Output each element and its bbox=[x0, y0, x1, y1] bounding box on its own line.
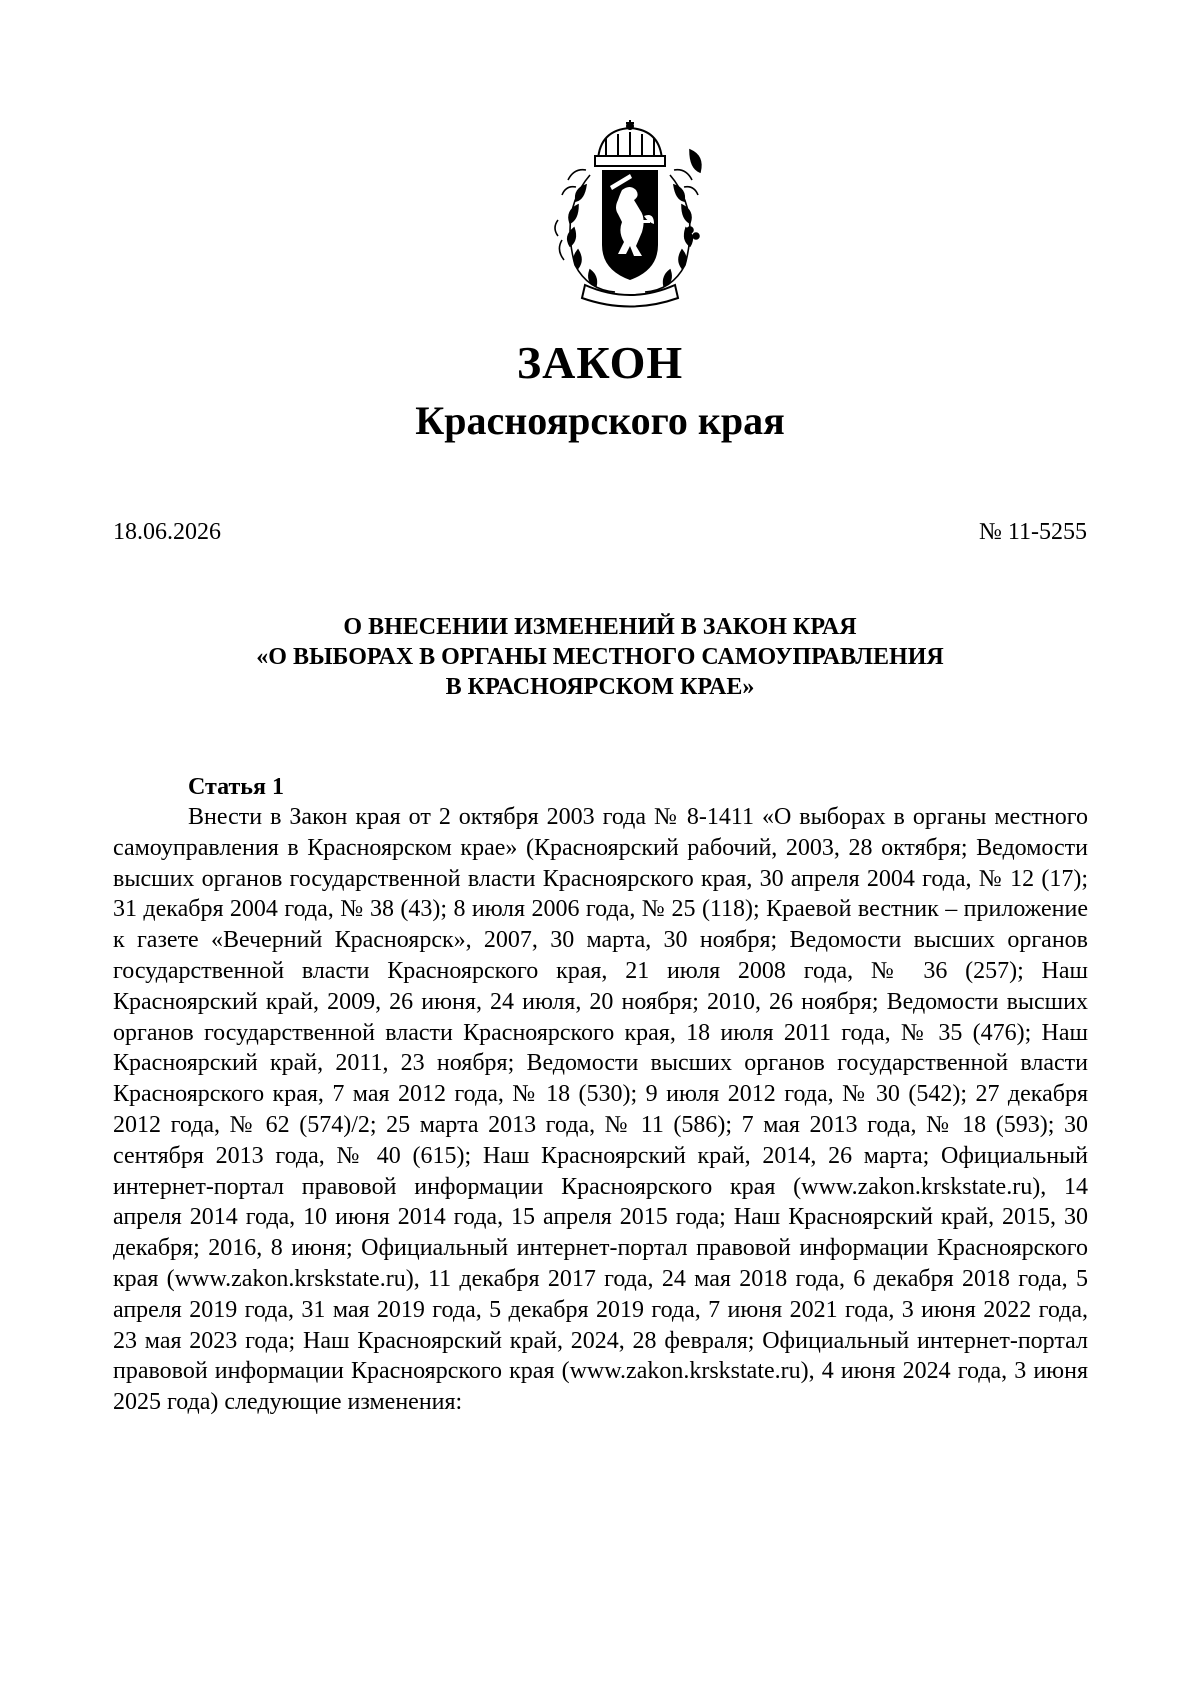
article-body: Внести в Закон края от 2 октября 2003 года № 8-1411 «О выборах в органы местного самоуправления в Красноярском крае» (Красноярский рабочий, 2003, 28 октября; Ведомости высших органов государственной власти Красноярского края, 30 апреля 2004 года, № 12 (17); 31 декабря 2004 года, № 38 (43); 8 июля 2006 года, № 25 (118); Краевой вестник – приложение к газете «Вечерний Красноярск», 2007, 30 марта, 30 ноября; Ведомости высших органов государственной власти Красноярского края, 21 июля 2008 года, № 36 (257); Наш Красноярский край, 2009, 26 июня, 24 июля, 20 ноября; 2010, 26 ноября; Ведомости высших органов государственной власти Красноярского края, 18 июля 2011 года, № 35 (476); Наш Красноярский край, 2011, 23 ноября; Ведомости высших органов государственной власти Красноярского края, 7 мая 2012 года, № 18 (530); 9 июля 2012 года, № 30 (542); 27 декабря 2012 года, № 62 (574)/2; 25 марта 2013 года, № 11 (586); 7 мая 2013 года, № 18 (593); 30 сентября 2013 года, № 40 (615); Наш Красноярский край, 2014, 26 марта; Официальный интернет-портал правовой информации Красноярского края (www.zakon.krskstate.ru), 14 апреля 2014 года, 10 июня 2014 года, 15 апреля 2015 года; Наш Красноярский край, 2015, 30 декабря; 2016, 8 июня; Официальный интернет-портал правовой информации Красноярского края (www.zakon.krskstate.ru), 11 декабря 2017 года, 24 мая 2018 года, 6 декабря 2018 года, 5 апреля 2019 года, 31 мая 2019 года, 5 декабря 2019 года, 7 июня 2021 года, 3 июня 2022 года, 23 мая 2023 года; Наш Красноярский край, 2024, 28 февраля; Официальный интернет-портал правовой информации Красноярского края (www.zakon.krskstate.ru), 4 июня 2024 года, 3 июня 2025 года) следующие изменения: bbox=[113, 804, 1088, 1416]
coat-of-arms-icon bbox=[540, 120, 720, 310]
heading-line: О ВНЕСЕНИИ ИЗМЕНЕНИЙ В ЗАКОН КРАЯ bbox=[343, 614, 857, 640]
heading-line: В КРАСНОЯРСКОМ КРАЕ» bbox=[445, 674, 755, 700]
document-title: ЗАКОН bbox=[516, 337, 684, 388]
law-date: 18.06.2026 bbox=[113, 519, 221, 545]
law-heading bbox=[113, 612, 1087, 702]
law-number: № 11-5255 bbox=[979, 519, 1087, 545]
heading-line: «О ВЫБОРАХ В ОРГАНЫ МЕСТНОГО САМОУПРАВЛЕНИЯ bbox=[256, 644, 944, 670]
document-subtitle: Красноярского края bbox=[415, 398, 785, 443]
article-title: Статья 1 bbox=[188, 774, 284, 800]
